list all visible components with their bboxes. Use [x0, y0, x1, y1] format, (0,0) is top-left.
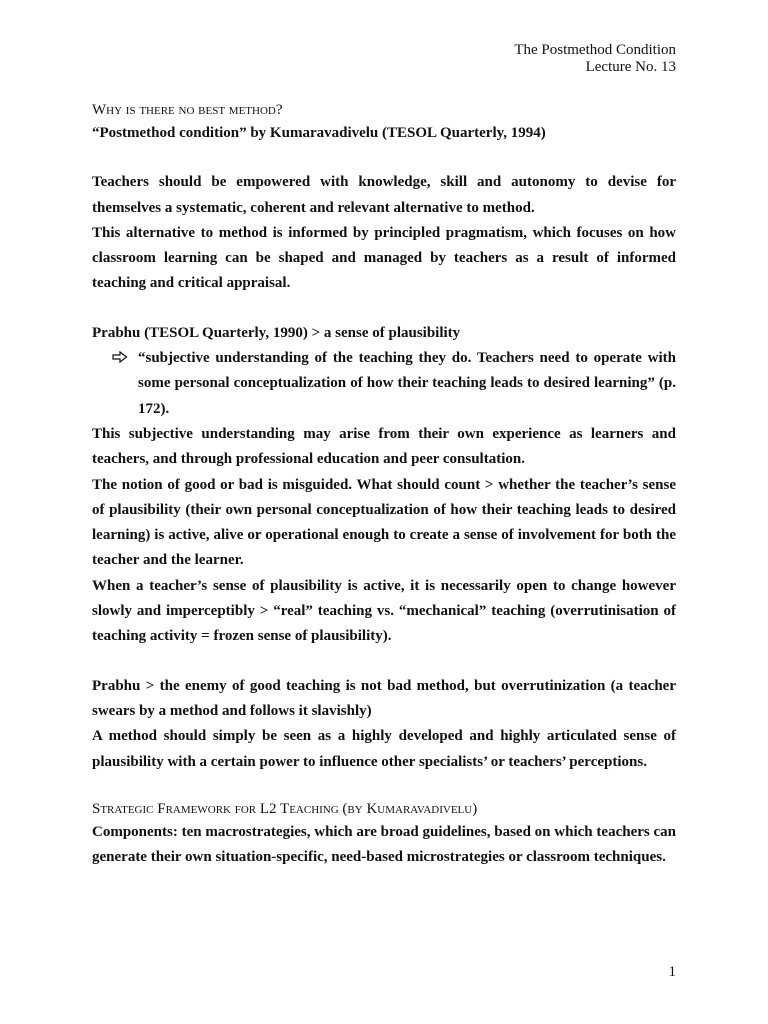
document-body	[92, 100, 676, 870]
spacer	[92, 146, 676, 170]
spacer	[92, 650, 676, 674]
header-title: The Postmethod Condition	[514, 42, 676, 58]
spacer	[92, 775, 676, 799]
running-header	[514, 42, 676, 76]
page-number: 1	[668, 964, 676, 980]
paragraph-subjective-understanding: This subjective understanding may arise from their own experience as learners and teachers, and through professional education and peer consultation.	[92, 425, 676, 468]
source-citation: “Postmethod condition” by Kumaravadivelu (TESOL Quarterly, 1994)	[92, 125, 546, 141]
right-arrow-icon	[112, 351, 128, 363]
section-heading-no-best-method: Why is there no best method?	[92, 102, 283, 118]
paragraph-components: Components: ten macrostrategies, which are broad guidelines, based on which teachers can generate their own situation-specific, need-based microstrategies or classroom techniques.	[92, 823, 676, 866]
section-heading-strategic-framework: Strategic Framework for L2 Teaching (by Kumaravadivelu)	[92, 800, 478, 817]
paragraph-method-definition: A method should simply be seen as a highly developed and highly articulated sense of plausibility with a certain power to influence other specialists’ or teachers’ perceptions.	[92, 728, 676, 770]
paragraph-good-or-bad: The notion of good or bad is misguided. What should count > whether the teacher’s sense of plausibility (their own personal conceptualization of how their teaching leads to desired learning) is active, alive or operational enough to create a sense of involvement for both the teacher and the learner.	[92, 476, 676, 569]
quote-text: “subjective understanding of the teaching they do. Teachers need to operate with some personal conceptualization of how their teaching leads to desired learning” (p. 172).	[138, 350, 676, 417]
paragraph-enemy-of-good-teaching: Prabhu > the enemy of good teaching is not bad method, but overrutinization (a teacher swears by a method and follows it slavishly)	[92, 677, 676, 719]
paragraph-alternative-to-method: This alternative to method is informed by principled pragmatism, which focuses on how classroom learning can be shaped and managed by teachers as a result of informed teaching and critical appraisal.	[92, 224, 676, 292]
spacer	[92, 297, 676, 321]
header-lecture: Lecture No. 13	[585, 59, 676, 75]
paragraph-prabhu-plausibility: Prabhu (TESOL Quarterly, 1990) > a sense of plausibility	[92, 324, 461, 341]
paragraph-teachers-empowered: Teachers should be empowered with knowledge, skill and autonomy to devise for themselves a systematic, coherent and relevant alternative to method.	[92, 174, 676, 216]
paragraph-active-plausibility: When a teacher’s sense of plausibility is active, it is necessarily open to change however slowly and imperceptibly > “real” teaching vs. “mechanical” teaching (overrutinisation of teaching activity = frozen sense of plausibility).	[92, 577, 676, 645]
quote-bullet	[92, 346, 676, 422]
